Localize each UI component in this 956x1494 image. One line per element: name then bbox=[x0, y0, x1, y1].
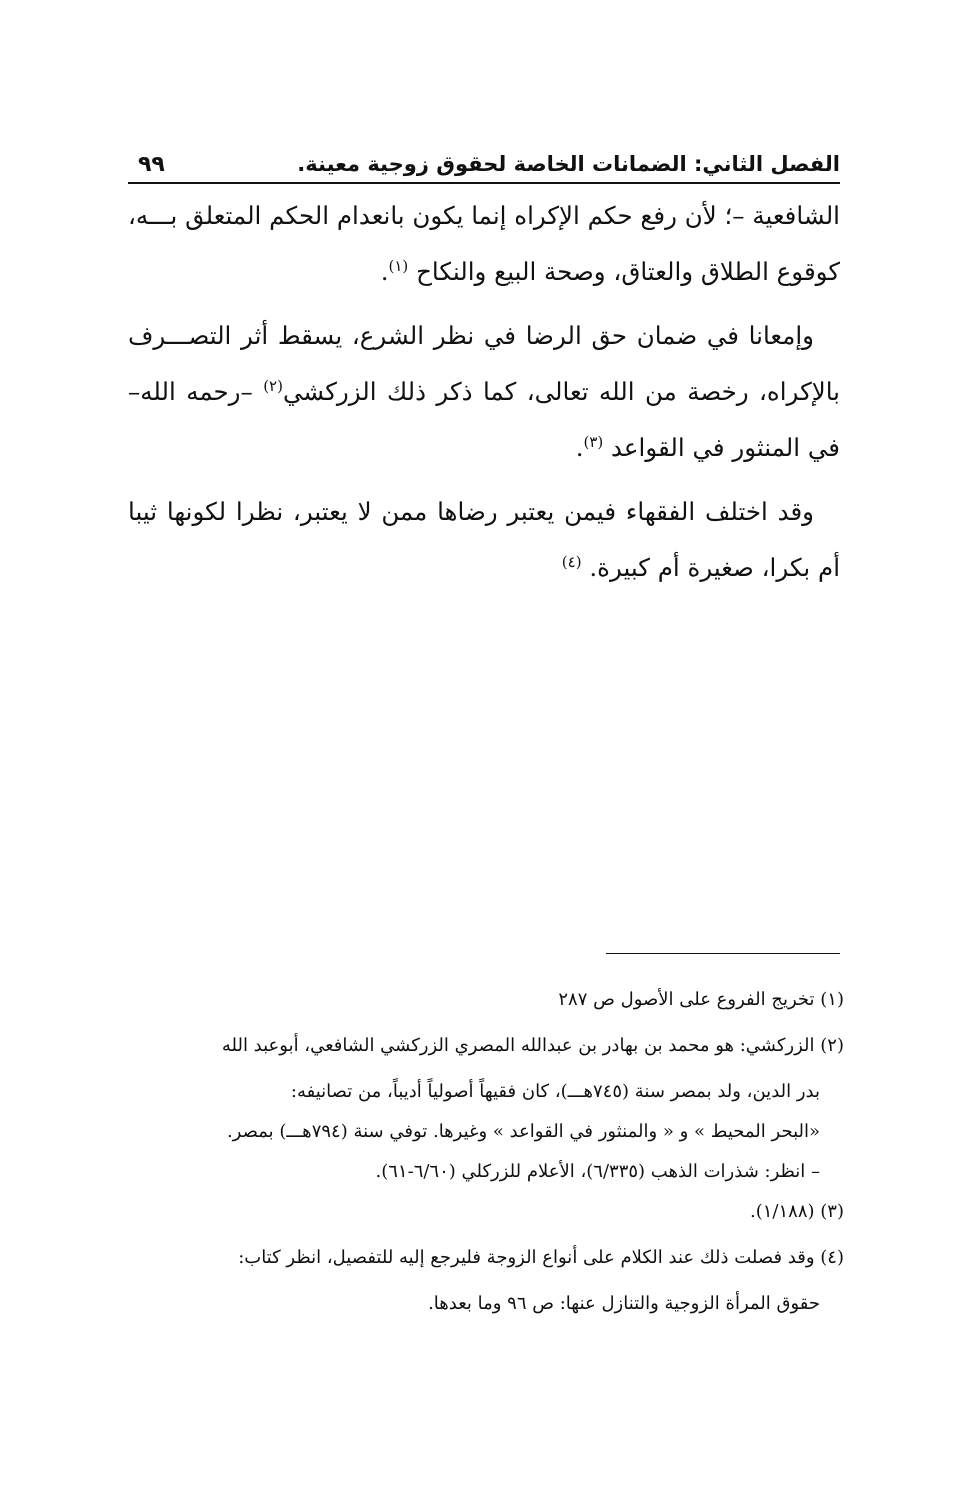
footnote-1: (١) تخريج الفروع على الأصول ص ٢٨٧ bbox=[558, 989, 844, 1010]
footnote-2-line-3: «البحر المحيط » و « والمنثور في القواعد » وغيرها. توفي سنة (٧٩٤هـــ) بمصر. bbox=[226, 1121, 820, 1142]
footnotes-section bbox=[128, 980, 844, 1324]
footnote-4-line-2: حقوق المرأة الزوجية والتنازل عنها: ص ٩٦ وما بعدها. bbox=[428, 1293, 820, 1314]
footnote-ref-2[interactable]: (٢) bbox=[263, 376, 283, 395]
footnote-2-line-1: (٢) الزركشي: هو محمد بن بهادر بن عبدالله المصري الزركشي الشافعي، أبوعبد الله bbox=[221, 1035, 844, 1056]
chapter-title: الفصل الثاني: الضمانات الخاصة لحقوق زوجية معينة. bbox=[297, 152, 840, 176]
footnote-separator bbox=[606, 953, 840, 954]
paragraph-2-middle: –رحمه الله– في المنثور في القواعد bbox=[128, 377, 840, 462]
header-rule bbox=[128, 182, 840, 184]
footnote-ref-4[interactable]: (٤) bbox=[561, 552, 582, 571]
main-text bbox=[128, 188, 840, 604]
running-header bbox=[128, 150, 840, 190]
paragraph-3-text: وقد اختلف الفقهاء فيمن يعتبر رضاها ممن لا يعتبر، نظرا لكونها ثيبا أم بكرا، صغيرة أم كبيرة. bbox=[128, 497, 840, 582]
paragraph-1 bbox=[128, 188, 840, 300]
footnote-ref-1[interactable]: (١) bbox=[388, 256, 409, 275]
footnote-2-line-2: بدر الدين، ولد بمصر سنة (٧٤٥هـــ)، كان فقيهاً أصولياً أديباً، من تصانيفه: bbox=[290, 1081, 820, 1102]
paragraph-1-end: . bbox=[380, 257, 389, 286]
paragraph-2 bbox=[128, 308, 840, 476]
page-number: ٩٩ bbox=[138, 152, 165, 177]
paragraph-1-line-2: كوقوع الطلاق والعتاق، وصحة البيع والنكاح bbox=[416, 257, 840, 286]
footnote-ref-3[interactable]: (٣) bbox=[583, 432, 604, 451]
footnote-2-line-4: – انظر: شذرات الذهب (٦/٣٣٥)، الأعلام للزركلي (٦/٦٠-٦١). bbox=[375, 1161, 820, 1182]
footnote-3: (٣) (١/١٨٨). bbox=[750, 1201, 844, 1222]
footnote-4-line-1: (٤) وقد فصلت ذلك عند الكلام على أنواع الزوجة فليرجع إليه للتفصيل، انظر كتاب: bbox=[238, 1247, 844, 1268]
paragraph-2-start: وإمعانا في ضمان حق الرضا في نظر الشرع، يسقط أثر التصـــرف بالإكراه، رخصة من الله تعالى، كما ذكر ذلك الزركشي bbox=[128, 321, 840, 406]
paragraph-2-end: . bbox=[575, 433, 584, 462]
paragraph-1-line-1: الشافعية –؛ لأن رفع حكم الإكراه إنما يكون بانعدام الحكم المتعلق بـــه، bbox=[127, 201, 840, 230]
paragraph-3 bbox=[128, 484, 840, 596]
